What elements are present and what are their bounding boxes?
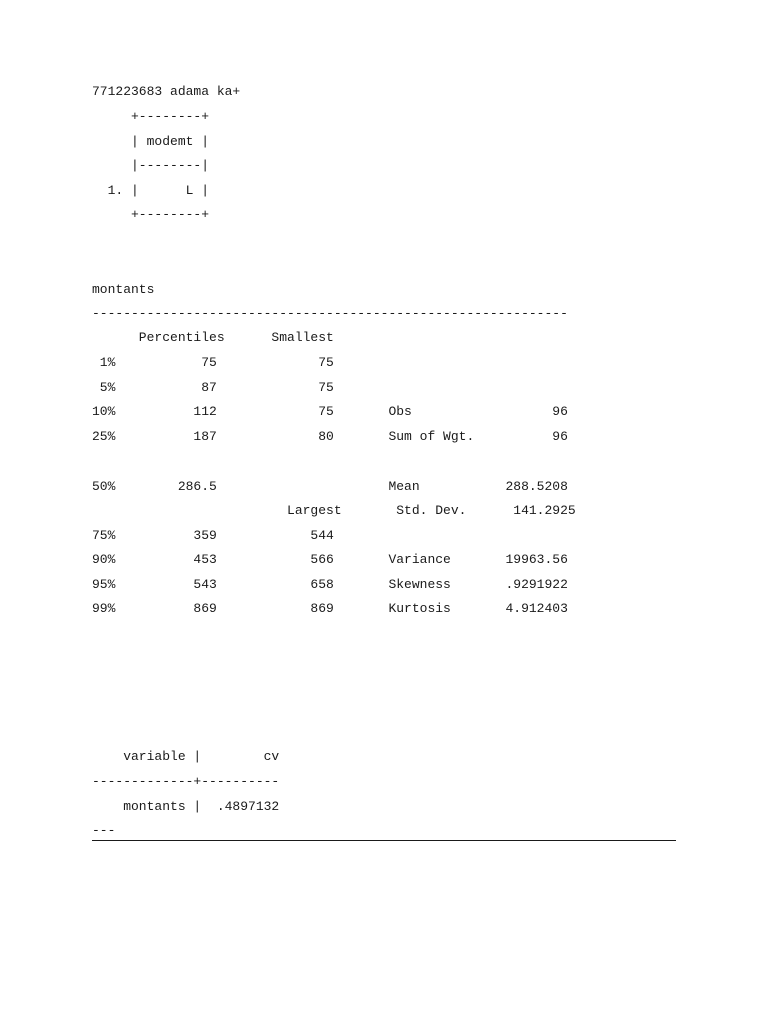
- list-box-separator: |--------|: [92, 158, 210, 173]
- summary-row-p90: 90% 453 566 Variance 19963.56: [92, 552, 568, 567]
- summary-row-p95: 95% 543 658 Skewness .9291922: [92, 577, 568, 592]
- id-line: 771223683 adama ka+: [92, 84, 241, 99]
- summary-row-p50: 50% 286.5 Mean 288.5208: [92, 479, 568, 494]
- cv-table-separator: -------------+----------: [92, 774, 280, 789]
- summary-row-p99: 99% 869 869 Kurtosis 4.912403: [92, 601, 568, 616]
- summary-row-p75: 75% 359 544: [92, 528, 334, 543]
- cv-table-header: variable | cv: [92, 749, 280, 764]
- list-box-bottom: +--------+: [92, 207, 210, 222]
- list-box-header: | modemt |: [92, 134, 210, 149]
- cv-table-trailer: ---: [92, 823, 116, 838]
- summary-row-p25: 25% 187 80 Sum of Wgt. 96: [92, 429, 568, 444]
- bottom-rule: [92, 840, 676, 841]
- cv-table-row: montants | .4897132: [92, 799, 280, 814]
- summary-row-p10: 10% 112 75 Obs 96: [92, 404, 568, 419]
- summary-row-largest-header: Largest Std. Dev. 141.2925: [92, 503, 576, 518]
- summary-variable-title: montants: [92, 282, 155, 297]
- summary-row-p5: 5% 87 75: [92, 380, 334, 395]
- summary-row-p1: 1% 75 75: [92, 355, 334, 370]
- summary-column-header: Percentiles Smallest: [92, 330, 334, 345]
- summary-dash-rule: -------------------------------------------------------------: [92, 306, 568, 321]
- list-box-row: 1. | L |: [92, 183, 210, 198]
- list-box-top: +--------+: [92, 109, 210, 124]
